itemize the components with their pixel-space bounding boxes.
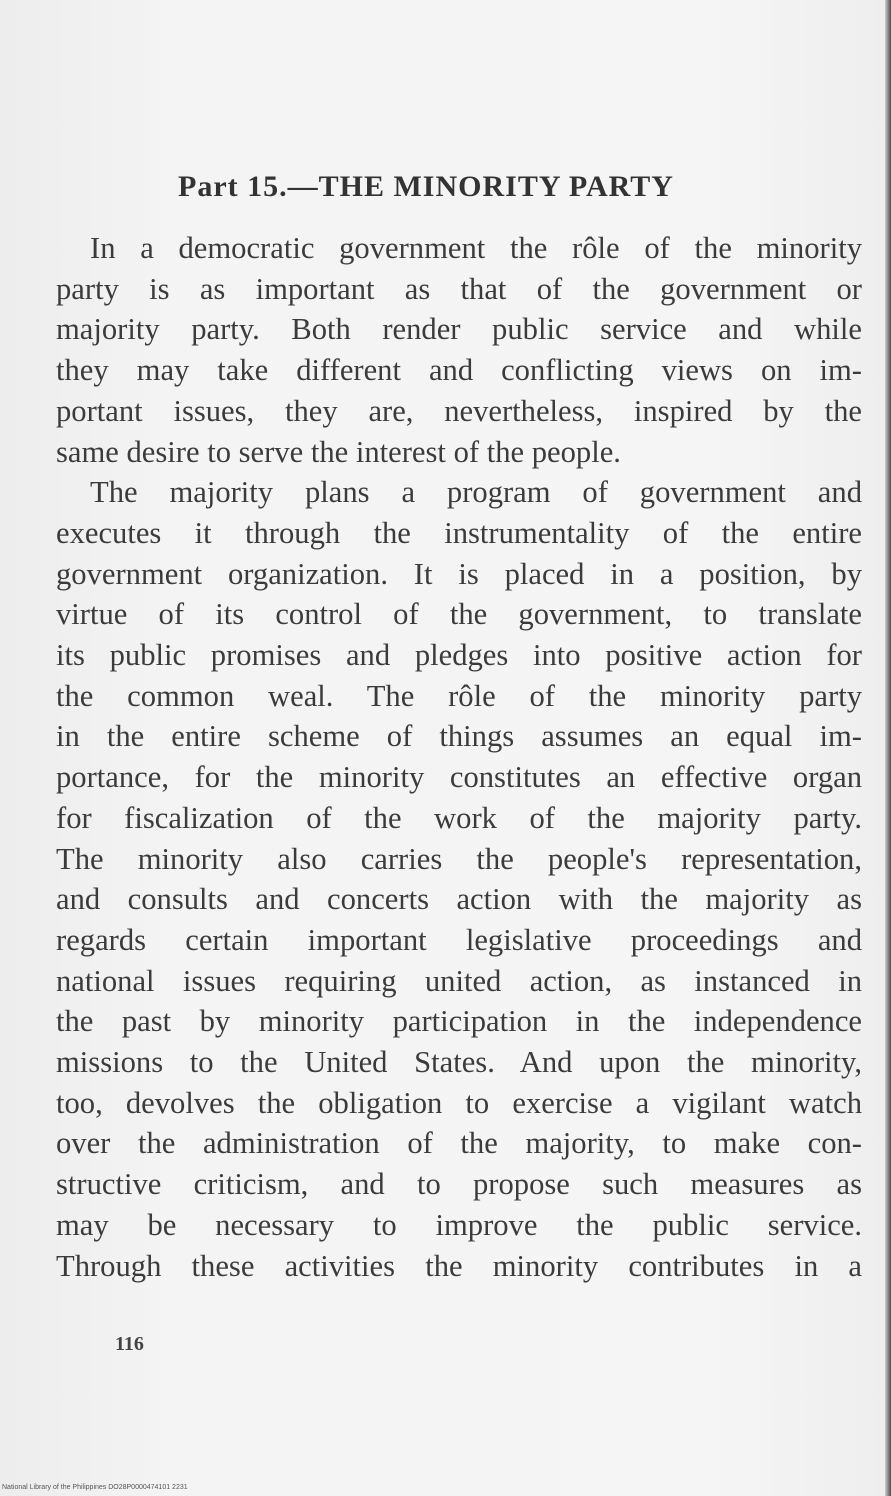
text-line: over the administration of the majority, to make con- bbox=[56, 1126, 862, 1161]
text-line: Through these activities the minority contributes in a bbox=[56, 1248, 862, 1283]
text-line: structive criticism, and to propose such measures as bbox=[56, 1167, 862, 1202]
text-line: The minority also carries the people's representation, bbox=[56, 841, 862, 876]
library-credit: National Library of the Philippines DO28P0000474101 2231 bbox=[2, 1484, 188, 1491]
text-line: executes it through the instrumentality of the entire bbox=[56, 515, 862, 550]
text-line: same desire to serve the interest of the people. bbox=[56, 434, 621, 469]
page-number: 116 bbox=[115, 1333, 144, 1355]
text-line: government organization. It is placed in a position, by bbox=[56, 556, 862, 591]
page-edge-shadow bbox=[885, 0, 891, 1496]
text-line: too, devolves the obligation to exercise a vigilant watch bbox=[56, 1085, 862, 1120]
text-line: and consults and concerts action with the majority as bbox=[56, 882, 862, 917]
text-line: missions to the United States. And upon the minority, bbox=[56, 1045, 862, 1080]
text-line: portant issues, they are, nevertheless, inspired by the bbox=[56, 393, 862, 428]
text-line: virtue of its control of the government, to translate bbox=[56, 597, 862, 632]
text-line: they may take different and conflicting views on im- bbox=[56, 353, 862, 388]
text-line: regards certain important legislative proceedings and bbox=[56, 922, 862, 957]
body-text bbox=[56, 228, 862, 1286]
text-line: the past by minority participation in the independence bbox=[56, 1004, 862, 1039]
text-line: portance, for the minority constitutes an effective organ bbox=[56, 760, 862, 795]
text-line: for fiscalization of the work of the majority party. bbox=[56, 800, 862, 835]
text-line: majority party. Both render public service and while bbox=[56, 312, 862, 347]
section-heading: Part 15.—THE MINORITY PARTY bbox=[178, 170, 674, 203]
text-line: the common weal. The rôle of the minority party bbox=[56, 678, 862, 713]
text-line: party is as important as that of the government or bbox=[56, 271, 862, 306]
text-line: The majority plans a program of government and bbox=[90, 475, 862, 510]
text-line: in the entire scheme of things assumes an equal im- bbox=[56, 719, 862, 754]
text-line: may be necessary to improve the public service. bbox=[56, 1207, 862, 1242]
text-line: national issues requiring united action, as instanced in bbox=[56, 963, 862, 998]
text-line: its public promises and pledges into positive action for bbox=[56, 638, 862, 673]
text-line: In a democratic government the rôle of the minority bbox=[90, 231, 862, 265]
